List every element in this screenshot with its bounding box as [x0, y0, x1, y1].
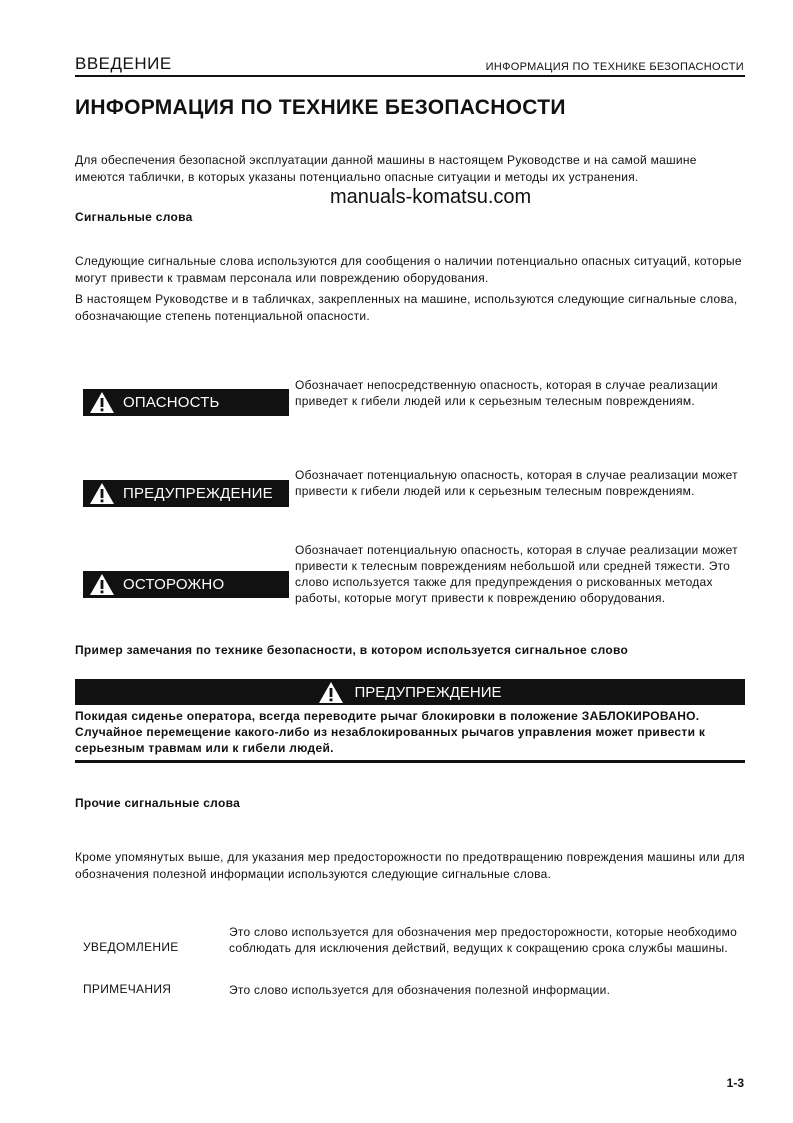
example-warning-text: Покидая сиденье оператора, всегда переводите рычаг блокировки в положение ЗАБЛОКИРОВАНО. Случайное перемещение какого-либо из незаблокированных рычагов управления может привести к серьезным травмам или к гибели людей. [75, 709, 706, 755]
caution-label-text: ОСТОРОЖНО [123, 576, 225, 593]
warning-triangle-icon [89, 391, 115, 414]
danger-description: Обозначает непосредственную опасность, которая в случае реализации приведет к гибели людей или к серьезным телесным повреждениям. [295, 378, 718, 408]
term-remarks: ПРИМЕЧАНИЯ [83, 982, 172, 996]
warning-label-text: ПРЕДУПРЕЖДЕНИЕ [123, 485, 273, 502]
header-section: ВВЕДЕНИЕ [75, 54, 172, 73]
example-warning-label: ПРЕДУПРЕЖДЕНИЕ [354, 683, 502, 701]
warning-triangle-icon [89, 573, 115, 596]
danger-label [83, 389, 289, 416]
page-number: 1-3 [726, 1076, 744, 1090]
caution-description: Обозначает потенциальную опасность, которая в случае реализации может привести к телесным повреждениям небольшой или средней тяжести. Это слово используется также для предупреждения о рискованных методах работы, которые могут привести к повреждению оборудования. [295, 543, 738, 605]
header-divider [75, 75, 745, 77]
signal-words-paragraph-1: Следующие сигнальные слова используются для сообщения о наличии потенциально опасных ситуаций, которые могут привести к травмам персонала или повреждению оборудования. [75, 254, 742, 285]
term-notice: УВЕДОМЛЕНИЕ [83, 940, 179, 954]
other-signal-words-paragraph: Кроме упомянутых выше, для указания мер предосторожности по предотвращению повреждения машины или для обозначения полезной информации используются следующие сигнальные слова. [75, 850, 745, 881]
example-heading: Пример замечания по технике безопасности, в котором используется сигнальное слово [75, 643, 629, 657]
signal-words-heading: Сигнальные слова [75, 210, 193, 224]
other-signal-words-heading: Прочие сигнальные слова [75, 796, 241, 810]
warning-description: Обозначает потенциальную опасность, которая в случае реализации может привести к гибели людей или к серьезным телесным повреждениям. [295, 468, 738, 498]
warning-label [83, 480, 289, 507]
warning-triangle-icon [89, 482, 115, 505]
caution-label [83, 571, 289, 598]
example-bottom-rule [75, 760, 745, 763]
watermark-text: manuals-komatsu.com [330, 186, 532, 208]
warning-triangle-icon [318, 681, 344, 704]
signal-words-paragraph-2: В настоящем Руководстве и в табличках, закрепленных на машине, используются следующие сигнальные слова, обозначающие степень потенциальной опасности. [75, 292, 738, 323]
page-title: ИНФОРМАЦИЯ ПО ТЕХНИКЕ БЕЗОПАСНОСТИ [75, 96, 566, 119]
header-chapter: ИНФОРМАЦИЯ ПО ТЕХНИКЕ БЕЗОПАСНОСТИ [485, 61, 744, 73]
intro-paragraph: Для обеспечения безопасной эксплуатации данной машины в настоящем Руководстве и на самой машине имеются таблички, в которых указаны потенциально опасные ситуации и методы их устранения. [75, 153, 697, 184]
term-remarks-description: Это слово используется для обозначения полезной информации. [229, 983, 611, 997]
danger-label-text: ОПАСНОСТЬ [123, 394, 220, 411]
term-notice-description: Это слово используется для обозначения мер предосторожности, которые необходимо соблюдать для исключения действий, ведущих к сокращению срока службы машины. [229, 925, 738, 955]
example-warning-bar [75, 679, 745, 705]
